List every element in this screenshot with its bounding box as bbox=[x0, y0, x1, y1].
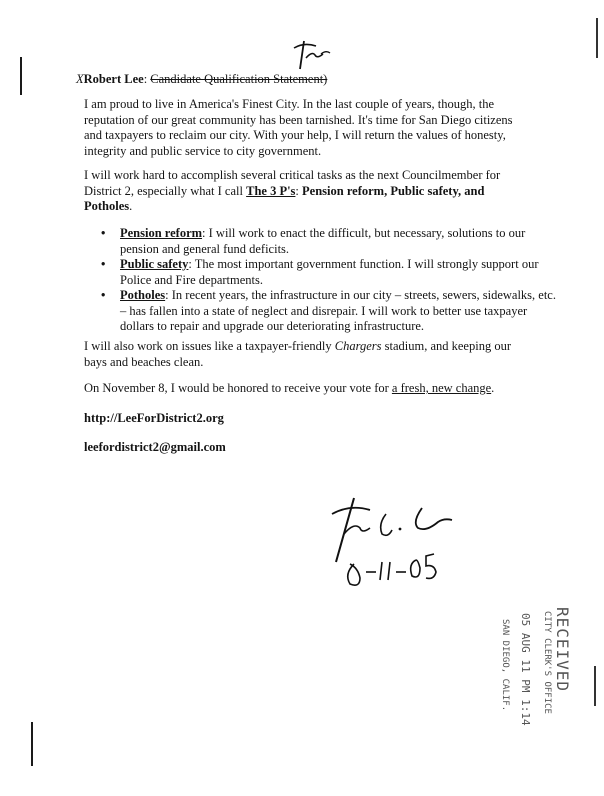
issues-text-1: I will also work on issues like a taxpayer-friendly bbox=[84, 339, 335, 353]
three-ps-label: The 3 P's bbox=[246, 183, 296, 198]
right-margin-mark-top bbox=[596, 18, 598, 58]
header-line bbox=[76, 72, 327, 88]
bullet-dot-icon: • bbox=[101, 257, 106, 271]
candidate-name: Robert Lee bbox=[83, 72, 144, 86]
vote-text-2: . bbox=[491, 381, 495, 395]
handwritten-signature bbox=[330, 492, 470, 597]
list-item bbox=[101, 226, 560, 257]
chargers-text: Chargers bbox=[334, 339, 382, 353]
tasks-bold-list: Pension reform, Public safety, and Potholes bbox=[84, 183, 485, 213]
bullet-term: Potholes bbox=[120, 288, 166, 302]
received-stamp bbox=[470, 605, 590, 730]
bullet-text: : In recent years, the infrastructure in our city – streets, sewers, sidewalks, etc. – has fallen into a state of neglect and disrepair. I will work to better use taxpayer dollars to repair and upgrade our deteriorating infrastructure. bbox=[120, 288, 556, 333]
vote-underlined: a fresh, new change bbox=[391, 381, 492, 395]
left-margin-mark-top bbox=[20, 57, 22, 95]
right-margin-mark-bottom bbox=[594, 666, 596, 706]
list-item bbox=[101, 288, 560, 335]
intro-paragraph: I am proud to live in America's Finest City. In the last couple of years, though, the reputation of our great community has been tarnished. It's time for San Diego citizens and taxpayers to reclaim our city. With your help, I will return the values of honesty, integrity and public service to city government. bbox=[84, 97, 513, 158]
bullet-term: Public safety bbox=[120, 257, 189, 271]
bullet-dot-icon: • bbox=[101, 226, 106, 240]
header-separator: : bbox=[143, 72, 148, 86]
bullet-text: : I will work to enact the difficult, but necessary, solutions to our pension and general fund deficits. bbox=[120, 226, 526, 256]
header-x-mark: X bbox=[76, 72, 84, 86]
website-link[interactable]: http://LeeForDistrict2.org bbox=[84, 411, 224, 425]
struck-header-text: Candidate Qualification Statement) bbox=[150, 72, 328, 86]
bullet-term: Pension reform bbox=[120, 226, 203, 240]
tasks-colon: : bbox=[295, 183, 303, 198]
issues-text-2: stadium, and keeping our bays and beaches clean. bbox=[84, 339, 511, 369]
tasks-paragraph bbox=[84, 168, 524, 215]
list-item bbox=[101, 257, 560, 288]
issues-paragraph bbox=[84, 339, 524, 370]
handwritten-initials bbox=[290, 38, 340, 74]
bullet-text: : The most important government function. I will strongly support our Police and Fire departments. bbox=[120, 257, 539, 287]
priorities-list bbox=[84, 226, 560, 335]
stamp-date: 05 AUG 11 PM 1:14 bbox=[519, 613, 532, 726]
stamp-received: RECEIVED bbox=[553, 607, 572, 693]
email-address: leefordistrict2@gmail.com bbox=[84, 440, 226, 454]
left-margin-mark-bottom bbox=[31, 722, 33, 766]
stamp-location: SAN DIEGO, CALIF. bbox=[500, 619, 510, 712]
bullet-dot-icon: • bbox=[101, 288, 106, 302]
tasks-lead-text: I will work hard to accomplish several critical tasks as the next Councilmember for District 2, especially what I call bbox=[84, 168, 501, 198]
tasks-end: . bbox=[129, 199, 133, 213]
vote-text-1: On November 8, I would be honored to receive your vote for bbox=[84, 381, 392, 395]
stamp-office: CITY CLERK'S OFFICE bbox=[542, 611, 552, 714]
vote-paragraph bbox=[84, 381, 524, 397]
